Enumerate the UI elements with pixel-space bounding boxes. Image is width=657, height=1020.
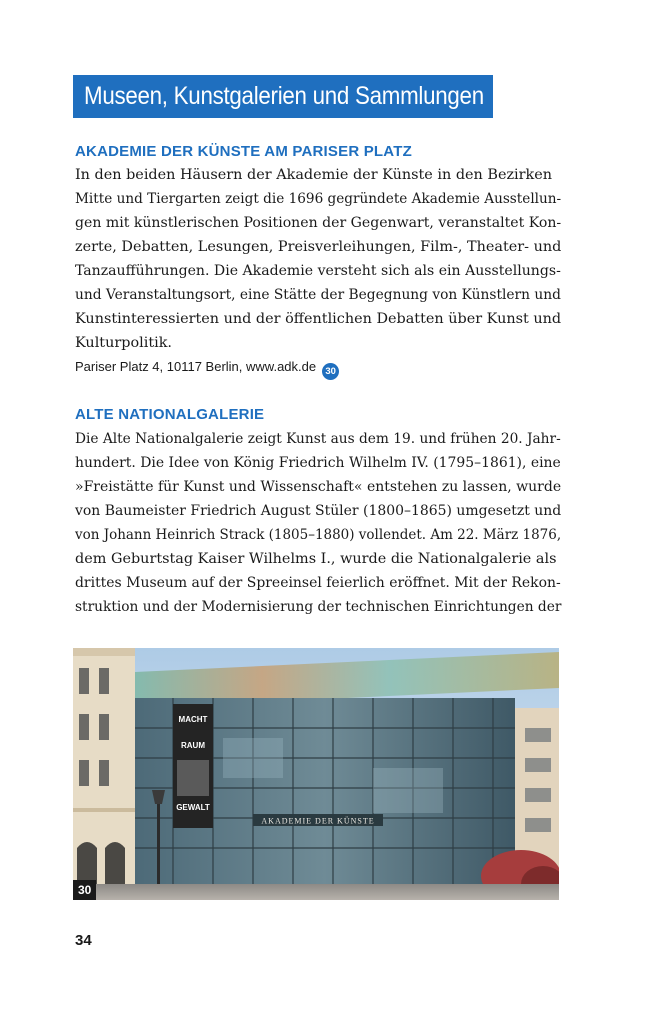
text-line: dem Geburtstag Kaiser Wilhelms I., wurde die Nationalgalerie als (75, 551, 557, 567)
text-line: Die Alte Nationalgalerie zeigt Kunst aus dem 19. und frühen 20. Jahr- (75, 431, 561, 447)
location-marker-badge: 30 (322, 363, 339, 380)
section-body-akademie (75, 163, 565, 355)
section-heading-akademie: AKADEMIE DER KÜNSTE AM PARISER PLATZ (75, 143, 412, 160)
text-line: zerte, Debatten, Lesungen, Preisverleihungen, Film-, Theater- und (75, 239, 562, 255)
banner-line: RAUM (181, 741, 205, 750)
text-line: drittes Museum auf der Spreeinsel feierlich eröffnet. Mit der Rekon- (75, 575, 561, 591)
text-line: Kunstinteressierten und der öffentlichen Debatten über Kunst und (75, 311, 562, 327)
banner-line: GEWALT (176, 803, 210, 812)
text-line: hundert. Die Idee von König Friedrich Wilhelm IV. (1795–1861), eine (75, 455, 561, 471)
section-body-nationalgalerie (75, 427, 565, 619)
akademie-building-photo (73, 648, 559, 900)
address-text: Pariser Platz 4, 10117 Berlin, www.adk.de (75, 359, 317, 374)
chapter-title: Museen, Kunstgalerien und Sammlungen (73, 75, 493, 118)
text-line: Kulturpolitik. (75, 335, 172, 351)
address-line-akademie (75, 359, 339, 380)
text-line: »Freistätte für Kunst und Wissenschaft« entstehen zu lassen, wurde (75, 479, 562, 495)
page-number: 34 (75, 932, 92, 949)
text-line: und Veranstaltungsort, eine Stätte der Begegnung von Künstlern und (75, 287, 561, 303)
banner-line: MACHT (178, 715, 208, 724)
photo-number-label: 30 (73, 880, 96, 900)
text-line: von Baumeister Friedrich August Stüler (1800–1865) umgesetzt und (75, 503, 562, 519)
section-heading-nationalgalerie: ALTE NATIONALGALERIE (75, 406, 265, 423)
text-line: von Johann Heinrich Strack (1805–1880) vollendet. Am 22. März 1876, (75, 527, 562, 543)
text-line: Mitte und Tiergarten zeigt die 1696 gegründete Akademie Ausstellun- (75, 191, 562, 207)
facade-lettering: AKADEMIE DER KÜNSTE (261, 816, 375, 826)
text-line: gen mit künstlerischen Positionen der Gegenwart, veranstaltet Kon- (75, 215, 562, 231)
text-line: Tanzaufführungen. Die Akademie versteht sich als ein Ausstellungs- (75, 263, 561, 279)
text-line: In den beiden Häusern der Akademie der Künste in den Bezirken (75, 167, 553, 183)
text-line: struktion und der Modernisierung der technischen Einrichtungen der (75, 599, 562, 615)
